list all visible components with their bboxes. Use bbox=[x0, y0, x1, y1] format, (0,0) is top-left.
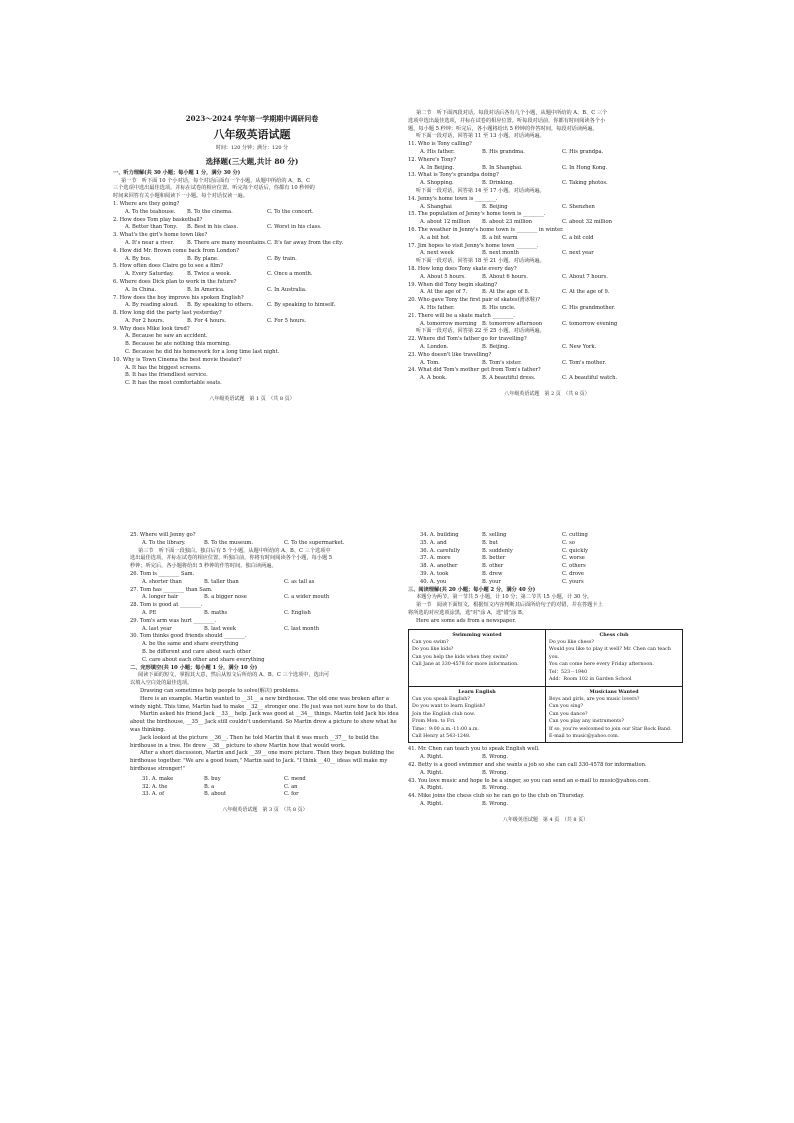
listening-heading: 一、听力理解(共 30 小题；每小题 1 分，满分 30 分) bbox=[113, 169, 241, 176]
question-text: 9. Why does Mike look tired? bbox=[113, 325, 190, 332]
question-group bbox=[408, 196, 686, 258]
instruction-line: 三个选项中选出最佳选项。并标在试卷的相应位置。听完每个对话后，你都有 10 秒钟的 bbox=[113, 185, 315, 192]
option-c: C. Taking photos. bbox=[562, 180, 608, 187]
option-b: B. Wrong. bbox=[482, 754, 509, 761]
option-a: A. His father. bbox=[420, 304, 455, 311]
option-b: B. Beijing bbox=[482, 203, 508, 210]
instruction-line: 阅读下面的短文，掌握其大意，然后从短文后所给的 A、B、C 三个选项中，选出可 bbox=[138, 672, 330, 679]
ad-learn-english bbox=[409, 686, 546, 743]
option-b: B. tomorrow afternoon bbox=[482, 320, 543, 327]
option-row bbox=[130, 610, 400, 618]
exam-page-2 bbox=[408, 110, 686, 398]
option: A. It has the biggest screens. bbox=[125, 364, 202, 371]
question-group bbox=[408, 746, 683, 808]
question-text: 21. There will be a skate match ________. bbox=[408, 312, 515, 319]
option-a: A. By reading aloud. bbox=[125, 302, 179, 309]
option-b: B. By plane. bbox=[187, 255, 219, 262]
cloze-paragraph: Jack looked at the picture __36__. Then he told Martin that it was much __37__ to build the birdhouse in a tree. He drew __38__ picture to show Martin how that would work. bbox=[130, 734, 379, 749]
question-text: 30. Tom thinks good friends should ________. bbox=[130, 633, 247, 640]
ad-title: Learn English bbox=[458, 688, 496, 695]
option-c: C. By train. bbox=[267, 255, 297, 262]
option-row bbox=[408, 274, 686, 282]
option-row bbox=[113, 256, 391, 264]
option-b: B. At the age of 8. bbox=[482, 289, 530, 296]
instruction-line: 以填入空白处的最佳选项。 bbox=[130, 680, 193, 687]
option-a: A. Right. bbox=[420, 769, 444, 776]
option-c: C. a wider mouth bbox=[284, 594, 330, 601]
option-b: B. taller than bbox=[204, 578, 239, 585]
instruction-line: 第二节 听下面四段对话。每段对话后各有几个小题，从题中所给的 A、B、C 三个 bbox=[416, 110, 608, 116]
option-b: B. Twice a week. bbox=[187, 271, 232, 278]
instruction-line: 时间来回答有关小题和阅读下一小题。每个对话仅读一遍。 bbox=[113, 193, 248, 200]
question-text: 15. The population of Jenny's home town is ________. bbox=[408, 211, 546, 218]
option-b: B. last week bbox=[204, 625, 236, 632]
option-c: C. quickly bbox=[562, 547, 589, 554]
exam-page-1 bbox=[113, 110, 391, 404]
ad-line: Boys and girls, are you music lovers? bbox=[549, 696, 640, 702]
option-a: A. next week bbox=[420, 250, 454, 257]
option-b: B. Best in his class. bbox=[187, 224, 238, 231]
question-text: 23. Who doesn't like travelling? bbox=[408, 351, 492, 358]
question-text: 1. Where are they going? bbox=[113, 200, 180, 207]
option-b: B. selling bbox=[482, 532, 507, 538]
question-text: 43. You love music and hope to be a singer, so you can send an e-mail to music@yahoo.com. bbox=[408, 777, 651, 784]
option-b: B. By speaking to others. bbox=[187, 302, 254, 309]
option-row bbox=[408, 250, 686, 258]
option-c: C. cutting bbox=[562, 532, 588, 538]
option-row bbox=[113, 302, 391, 310]
option-b: B. In Shanghai. bbox=[482, 164, 523, 171]
question-list bbox=[113, 201, 391, 326]
page-footer: 八年级英语试题 第 1 页 （共 8 页） bbox=[209, 396, 295, 403]
option-a: A. In Beijing. bbox=[420, 164, 455, 171]
option-c: C. To the concert. bbox=[267, 208, 314, 215]
option-c: C. an bbox=[284, 783, 298, 790]
option-a: A. Shopping. bbox=[420, 180, 454, 187]
option: C. Because he did his homework for a long time last night. bbox=[125, 349, 280, 356]
option-a: A. A book. bbox=[420, 375, 447, 382]
option-row bbox=[130, 784, 400, 792]
option-c: C. next year bbox=[562, 250, 594, 257]
instruction-line: 题，每小题 5 秒钟；听完后，各小题将给出 5 秒钟的作答时间。每段对话读两遍。 bbox=[408, 125, 598, 132]
ad-line: Tel：523－1940 bbox=[549, 669, 588, 675]
question-text: 22. Where did Tom's father go for travelling? bbox=[408, 336, 527, 343]
question-text: 14. Jenny's home town is ________. bbox=[408, 195, 498, 202]
option-row bbox=[130, 594, 400, 602]
option-a: A. Every Saturday. bbox=[125, 271, 174, 278]
option-c: C. others bbox=[562, 563, 586, 570]
option-b: B. a bigger nose bbox=[204, 594, 247, 601]
option-b: B. In America. bbox=[187, 286, 225, 293]
dialogue-note: 听下面一段对话，回答第 14 至 17 小题。对话读两遍。 bbox=[416, 187, 545, 194]
ad-line: Call Jane at 330-4578 for more information. bbox=[412, 662, 519, 668]
option-c: C. about 32 million bbox=[562, 219, 612, 226]
option-a: 34. A. building bbox=[420, 532, 459, 538]
option-row bbox=[408, 548, 683, 556]
option-b: B. To the museum. bbox=[204, 539, 253, 546]
option: B. Because he ate nothing this morning. bbox=[125, 341, 231, 348]
option-row bbox=[408, 540, 683, 548]
option-a: A. At the age of 7. bbox=[420, 289, 468, 296]
option-row bbox=[408, 305, 686, 313]
option-b: B. To the cinema. bbox=[187, 208, 233, 215]
cloze-paragraph: Martin asked his friend Jack __33__ help. Jack was good at __34__ things. Martin told Jack his idea about the birdhouse, __35__ Jack still couldn't understand. So Martin drew a picture to show what he was thinking. bbox=[130, 711, 399, 733]
question-text: 11. Who is Tony calling? bbox=[408, 141, 472, 148]
option-row bbox=[408, 801, 683, 809]
question-text: 7. How does the boy improve his spoken English? bbox=[113, 294, 244, 301]
ad-line: Join the English club now. bbox=[412, 711, 476, 717]
option-row bbox=[408, 204, 686, 212]
ad-line: Can you dance? bbox=[549, 711, 588, 717]
option-a: A. Better than Tony. bbox=[125, 224, 178, 231]
option-c: C. By speaking to himself. bbox=[267, 302, 336, 309]
ad-line: From Mon. to Fri. bbox=[412, 719, 456, 725]
option-c: C. yours bbox=[562, 578, 584, 585]
option-b: B. Drinking. bbox=[482, 180, 514, 187]
option-row bbox=[408, 344, 686, 352]
option-b: B. Tom's sister. bbox=[482, 359, 522, 366]
cloze-paragraph: Here is an example. Martin wanted to __31__ a new birdhouse. The old one was broken after a windy night. This time, Martin had to make __32__ stronger one. He just was not sure how to do that. bbox=[130, 695, 398, 710]
question-text: 10. Why is Town Cinema the best movie theater? bbox=[113, 356, 242, 363]
cloze-paragraph: Drawing can sometimes help people to solve(解决) problems. bbox=[140, 687, 300, 694]
question-text: 20. Who gave Tony the first pair of skates(滑冰鞋)? bbox=[408, 297, 540, 304]
option-c: C. drove bbox=[562, 570, 585, 577]
option-row bbox=[130, 626, 400, 634]
option-b: B. a bbox=[204, 783, 215, 790]
ad-line: Can you speak English? bbox=[412, 696, 470, 702]
option-a: A. PE bbox=[142, 609, 157, 616]
option-row bbox=[113, 287, 391, 295]
option-b: B. next month bbox=[482, 250, 519, 257]
option-row bbox=[408, 219, 686, 227]
option-a: A. Tom. bbox=[420, 359, 440, 366]
option-b: B. but bbox=[482, 539, 498, 546]
ad-line: Can you play any instruments? bbox=[549, 719, 625, 725]
option-c: C. tomorrow evening bbox=[562, 320, 618, 327]
question-text: 28. Tom is good at ________. bbox=[130, 602, 203, 609]
ad-line: You can come here every Friday afternoon. bbox=[549, 662, 654, 668]
option-row bbox=[408, 555, 683, 563]
option-a: 39. A. took bbox=[420, 570, 449, 577]
instruction-line: 选项中选出最佳选项，并标在试卷的相应位置。听每段对话前，你都有时间阅读各个小 bbox=[408, 117, 606, 124]
option-a: A. tomorrow morning bbox=[420, 320, 477, 327]
question-text: 18. How long does Tony skate every day? bbox=[408, 265, 517, 272]
option-row bbox=[130, 540, 400, 548]
option-b: B. About 6 hours. bbox=[482, 273, 528, 280]
page-footer: 八年级英语试题 第 4 页 （共 8 页） bbox=[502, 816, 589, 823]
cloze-paragraph: After a short discussion, Martin and Jack __39__ one more picture. Then they began building the birdhouse together. "We are a good team," Martin said to Jack. "I think __40__ ideas will make my birdhouse stronger!" bbox=[130, 750, 395, 772]
exam-page-3 bbox=[130, 532, 400, 815]
ad-line: If so, you're welcomed to join our Star Rock Band. bbox=[549, 726, 672, 732]
option-a: A. To the teahouse. bbox=[125, 208, 176, 215]
instruction-line: 秒钟；听完后，各小题将给出 5 秒钟的作答时间。独白读两遍。 bbox=[130, 563, 277, 570]
option-a: A. shorter than bbox=[142, 578, 182, 585]
option-a: A. London. bbox=[420, 343, 449, 350]
option-row bbox=[408, 785, 683, 793]
option-c: C. for bbox=[284, 791, 299, 798]
option-b: B. There are many mountains. bbox=[187, 239, 267, 246]
option-b: B. about 23 million bbox=[482, 219, 532, 226]
option-c: C. mend bbox=[284, 775, 306, 782]
option-c: C. In Hong Kong. bbox=[562, 164, 608, 171]
ad-line: Can you help the kids when they swim? bbox=[412, 654, 509, 660]
question-text: 24. What did Tom's mother get from Tom's father? bbox=[408, 367, 541, 374]
question-group bbox=[408, 141, 686, 188]
option-c: C. A beautiful watch. bbox=[562, 375, 618, 382]
option-b: B. maths bbox=[204, 609, 228, 616]
option-row bbox=[113, 271, 391, 279]
question-text: 8. How long did the party last yesterday? bbox=[113, 310, 222, 317]
option-a: A. By bus. bbox=[125, 255, 152, 262]
ad-line: Can you sing? bbox=[549, 704, 584, 710]
ad-line: Add：Room 102 in Garden School bbox=[549, 677, 632, 683]
ad-title: Musicians Wanted bbox=[589, 688, 639, 695]
option-a: A. His father. bbox=[420, 148, 455, 155]
time-score: 时间：120 分钟；满分：120 分 bbox=[215, 145, 289, 151]
option-row bbox=[408, 289, 686, 297]
option-b: B. your bbox=[482, 578, 501, 585]
option-c: C. About 7 hours. bbox=[562, 273, 608, 280]
option-a: A. Shanghai bbox=[420, 203, 452, 210]
question-text: 3. What's the girl's home town like? bbox=[113, 232, 208, 239]
option-b: B. For 4 hours. bbox=[187, 317, 227, 324]
ad-chess-club bbox=[546, 629, 683, 686]
option-row bbox=[130, 579, 400, 587]
option: A. be the same and share everything bbox=[142, 641, 239, 648]
cloze-heading: 二、完形填空(共 10 小题；每小题 1 分，满分 10 分) bbox=[130, 664, 258, 671]
option: B. It has the friendliest service. bbox=[125, 372, 208, 379]
ads-table bbox=[408, 629, 683, 744]
option-c: C. In Australia. bbox=[267, 286, 307, 293]
question-group bbox=[130, 776, 400, 799]
ads-intro: Here are some ads from a newspaper. bbox=[416, 617, 516, 624]
option-c: C. a bit cold bbox=[562, 234, 594, 241]
option: A. Because he saw an accident. bbox=[125, 333, 208, 340]
question-text: 6. Where does Dick plan to work in the future? bbox=[113, 278, 237, 285]
option-a: 36. A. carefully bbox=[420, 547, 461, 554]
option-a: A. About 5 hours. bbox=[420, 273, 466, 280]
ad-line: Do you like kids? bbox=[412, 647, 454, 653]
question-group bbox=[408, 336, 686, 383]
option-b: B. His grandma. bbox=[482, 148, 525, 155]
option-a: A. Right. bbox=[420, 785, 444, 792]
option-b: B. drew bbox=[482, 570, 503, 577]
option-a: A. about 12 million bbox=[420, 219, 470, 226]
option-b: B. other bbox=[482, 563, 504, 570]
option-a: A. Right. bbox=[420, 801, 444, 808]
reading-heading: 三、阅读理解(共 20 小题；每小题 2 分，满分 40 分) bbox=[408, 586, 536, 593]
option-c: C. worse bbox=[562, 555, 585, 562]
option-a: 35. A. and bbox=[420, 539, 447, 546]
ad-title: Chess club bbox=[599, 631, 629, 638]
section-title: 选择题(三大题,共计 80 分) bbox=[205, 156, 299, 166]
dialogue-note: 听下面一段对话，回答第 22 至 25 小题。对话读两遍。 bbox=[416, 328, 545, 335]
option-b: B. a bit warm bbox=[482, 234, 518, 241]
option-c: C. It's far away from the city. bbox=[267, 239, 344, 246]
page-footer: 八年级英语试题 第 2 页 （共 8 页） bbox=[504, 390, 590, 397]
option-b: B. buy bbox=[204, 775, 221, 782]
option-row bbox=[113, 224, 391, 232]
option: B. be different and care about each other bbox=[142, 648, 251, 655]
option-a: A. a bit hot bbox=[420, 234, 450, 241]
exam-page-4 bbox=[408, 532, 683, 824]
question-text: 4. How did Mr. Brown come back from London? bbox=[113, 247, 239, 254]
exam-title: 2023～2024 学年第一学期期中调研问卷 bbox=[185, 114, 319, 123]
option-row bbox=[408, 563, 683, 571]
option-c: C. Tom's mother. bbox=[562, 359, 607, 366]
option-c: C. For 5 hours. bbox=[267, 317, 307, 324]
option-row bbox=[113, 209, 391, 217]
option-b: B. suddenly bbox=[482, 547, 513, 554]
ad-swimming bbox=[409, 629, 546, 686]
option-a: 33. A. of bbox=[142, 791, 164, 798]
ad-line: Time：9:00 a.m.-11:00 a.m. bbox=[412, 726, 480, 732]
question-group bbox=[130, 532, 400, 548]
option-c: C. Shenzhen bbox=[562, 203, 595, 210]
option: C. care about each other and share everything bbox=[142, 656, 265, 663]
option-c: C. Worst in his class. bbox=[267, 224, 322, 231]
question-text: 44. Mike joins the chess club so he can go to the club on Thursday. bbox=[408, 793, 585, 800]
option-row bbox=[408, 571, 683, 579]
option-c: C. His grandmother. bbox=[562, 304, 616, 311]
option-row bbox=[408, 532, 683, 540]
ad-line: Do you like chess? bbox=[549, 639, 594, 645]
option-row bbox=[408, 149, 686, 157]
instruction-line: 将所选的对应选项涂黑，选"对"涂 A，选"错"涂 B。 bbox=[408, 609, 527, 616]
option-a: 38. A. another bbox=[420, 563, 458, 570]
dialogue-note: 听下面一段对话，回答第 18 至 21 小题。对话读两遍。 bbox=[416, 258, 545, 265]
option-row bbox=[408, 754, 683, 762]
option-a: A. Right. bbox=[420, 754, 444, 761]
option-c: C. His grandpa. bbox=[562, 148, 604, 155]
question-text: 17. Jim hopes to visit Jenny's home town ________. bbox=[408, 242, 539, 249]
option-row bbox=[113, 318, 391, 326]
ad-line: E-mail to music@yahoo.com. bbox=[549, 734, 620, 740]
option-row bbox=[408, 360, 686, 368]
option-b: B. about bbox=[204, 791, 227, 798]
option-b: B. A beautiful dress. bbox=[482, 375, 536, 382]
option-row bbox=[408, 235, 686, 243]
ad-line: Would you like to play it well? Mr. Chen can teach you. bbox=[549, 647, 671, 660]
instruction-line: 第一节 阅读下面短文，根据短文内容判断其后面所给句子的对错，并在答题卡上 bbox=[416, 602, 603, 609]
ad-line: Call Henry at 543-1248. bbox=[412, 734, 471, 740]
question-text: 2. How does Tom play basketball? bbox=[113, 216, 203, 223]
option-a: A. It's near a river. bbox=[125, 239, 174, 246]
question-text: 25. Where will Jenny go? bbox=[130, 532, 196, 538]
option-a: A. For 2 hours. bbox=[125, 317, 165, 324]
ad-musicians bbox=[546, 686, 683, 743]
option-row bbox=[130, 791, 400, 799]
instruction-line: 第三节 听下面一段独白。独白后有 5 个小题，从题中所给的 A、B、C 三个选项中 bbox=[138, 547, 331, 554]
ad-line: Do you want to learn English? bbox=[412, 704, 486, 710]
option-b: B. Wrong. bbox=[482, 769, 509, 776]
subject-title: 八年级英语试题 bbox=[213, 127, 291, 141]
option-row bbox=[408, 579, 683, 587]
option-c: C. Once a month. bbox=[267, 271, 313, 278]
option-b: B. Wrong. bbox=[482, 801, 509, 808]
question-text: 42. Betty is a good swimmer and she wants a job so she can call 330-4578 for information. bbox=[408, 762, 647, 769]
instruction-line: 第一节 听下面 10 个小对话，每个对话后面有一个小题，从题中所给的 A、B、C bbox=[121, 177, 311, 184]
question-text: 26. Tom is ________ Sam. bbox=[130, 570, 195, 577]
option-c: C. as tall as bbox=[284, 578, 315, 585]
option-a: 37. A. more bbox=[420, 555, 451, 562]
option-a: A. To the library. bbox=[142, 539, 186, 546]
option-row bbox=[408, 375, 686, 383]
question-text: 27. Tom has ________ than Sam. bbox=[130, 586, 213, 593]
option-a: A. longer hair bbox=[142, 594, 179, 601]
dialogue-note: 听下面一段对话，回答第 11 至 13 小题。对话读两遍。 bbox=[416, 133, 545, 140]
option-b: B. Wrong. bbox=[482, 785, 509, 792]
question-text: 29. Tom's arm was hurt ________. bbox=[130, 617, 217, 624]
option-row bbox=[130, 776, 400, 784]
page-footer: 八年级英语试题 第 3 页 （共 8 页） bbox=[222, 807, 308, 814]
instruction-line: 选出最佳选项，并标在试卷的相应位置。听独白前，你将有时间阅读各个小题，每小题 5 bbox=[130, 555, 333, 562]
option-row bbox=[408, 770, 683, 778]
option-c: C. To the supermarket. bbox=[284, 539, 345, 546]
question-text: 16. The weather in Jenny's home town is ________ in winter. bbox=[408, 226, 564, 233]
option-b: B. better bbox=[482, 555, 506, 562]
option-a: 31. A. make bbox=[142, 775, 174, 782]
question-group bbox=[408, 532, 683, 587]
option-c: C. so bbox=[562, 539, 575, 546]
question-text: 41. Mr. Chen can teach you to speak English well. bbox=[408, 746, 540, 753]
option-row bbox=[408, 180, 686, 188]
option-a: A. In China. bbox=[125, 286, 157, 293]
instruction-line: 本题分为两节。第一节共 5 小题，计 10 分；第二节共 15 小题，计 30 分。 bbox=[416, 594, 593, 601]
option-a: A. last year bbox=[142, 625, 172, 632]
question-text: 19. When did Tony begin skating? bbox=[408, 281, 498, 288]
option: C. It has the most comfortable seats. bbox=[125, 380, 222, 387]
option-c: C. At the age of 9. bbox=[562, 289, 610, 296]
option-b: B. Beijing. bbox=[482, 343, 510, 350]
option-row bbox=[408, 165, 686, 173]
ad-title: Swimming wanted bbox=[452, 631, 502, 638]
option-c: C. New York. bbox=[562, 343, 597, 350]
option-c: C. English bbox=[284, 609, 311, 616]
option-a: 32. A. the bbox=[142, 783, 168, 790]
question-group bbox=[130, 571, 400, 633]
option-row bbox=[113, 240, 391, 248]
question-text: 12. Where's Tony? bbox=[408, 156, 457, 163]
option-c: C. last month bbox=[284, 625, 320, 632]
ad-line: Can you swim? bbox=[412, 639, 449, 645]
question-text: 13. What is Tony's grandpa doing? bbox=[408, 172, 499, 179]
question-text: 5. How often does Claire go to see a film? bbox=[113, 263, 223, 270]
question-group bbox=[408, 266, 686, 328]
option-b: B. His uncle. bbox=[482, 304, 516, 311]
option-a: 40. A. you bbox=[420, 578, 447, 585]
